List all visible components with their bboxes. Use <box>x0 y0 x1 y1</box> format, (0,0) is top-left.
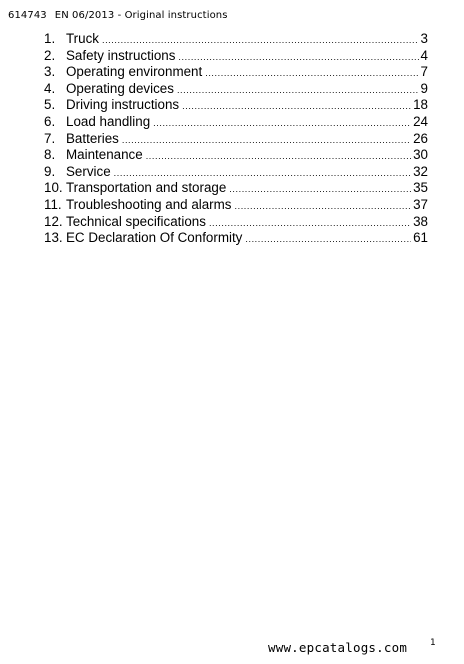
toc-leader <box>182 98 411 114</box>
toc-entry[interactable] <box>44 48 428 65</box>
toc-title: Maintenance <box>66 147 143 163</box>
toc-entry[interactable] <box>44 97 428 114</box>
toc-title: Truck <box>66 31 99 46</box>
toc-title: Operating environment <box>66 64 203 80</box>
toc-page: 18 <box>413 97 428 113</box>
toc-leader <box>114 165 411 181</box>
toc-leader <box>209 215 411 231</box>
toc-entry[interactable] <box>44 230 428 247</box>
toc-number: 3. <box>44 64 56 80</box>
toc-leader <box>122 132 411 148</box>
toc-page: 37 <box>413 196 428 212</box>
toc-title: Troubleshooting and alarms <box>66 196 232 212</box>
document-header <box>8 10 228 21</box>
toc-entry[interactable] <box>44 114 428 131</box>
toc-leader <box>235 198 412 214</box>
toc-number: 9. <box>44 163 56 179</box>
toc-title: Load handling <box>66 113 151 129</box>
toc-entry[interactable] <box>44 164 428 181</box>
toc-number: 1. <box>44 31 56 46</box>
toc-page: 32 <box>413 163 428 179</box>
toc-number: 11. <box>44 196 62 212</box>
toc-title: Transportation and storage <box>66 180 227 196</box>
toc-title: EC Declaration Of Conformity <box>66 230 243 246</box>
toc-number: 4. <box>44 80 56 96</box>
toc-page: 24 <box>413 113 428 129</box>
toc-leader <box>146 148 411 164</box>
toc-page: 30 <box>413 147 428 163</box>
toc-leader <box>102 32 419 48</box>
toc-entry[interactable] <box>44 214 428 231</box>
watermark-url: www.epcatalogs.com <box>268 640 408 655</box>
toc-entry[interactable] <box>44 131 428 148</box>
toc-number: 12. <box>44 213 63 229</box>
toc-page: 35 <box>413 180 428 196</box>
toc-page: 3 <box>420 31 428 46</box>
toc-entry[interactable] <box>44 180 428 197</box>
toc-title: Technical specifications <box>66 213 206 229</box>
document-number: 614743 <box>8 10 47 21</box>
toc-leader <box>153 115 411 131</box>
toc-entry[interactable] <box>44 64 428 81</box>
toc-title: Batteries <box>66 130 119 146</box>
toc-title: Service <box>66 163 111 179</box>
toc-leader <box>178 49 418 65</box>
toc-page: 9 <box>420 80 428 96</box>
toc-entry[interactable] <box>44 31 428 48</box>
page-number: 1 <box>430 638 436 648</box>
toc-number: 10. <box>44 180 63 196</box>
toc-number: 5. <box>44 97 56 113</box>
toc-leader <box>205 65 418 81</box>
toc-number: 2. <box>44 47 56 63</box>
toc-page: 61 <box>413 230 428 246</box>
toc-page: 7 <box>420 64 428 80</box>
toc-leader <box>177 82 419 98</box>
edition-label: EN 06/2013 - Original instructions <box>54 10 228 21</box>
toc-page: 26 <box>413 130 428 146</box>
toc-entry[interactable] <box>44 147 428 164</box>
toc-title: Safety instructions <box>66 47 176 63</box>
toc-entry[interactable] <box>44 81 428 98</box>
toc-title: Operating devices <box>66 80 174 96</box>
toc-entry[interactable] <box>44 197 428 214</box>
toc-number: 8. <box>44 147 56 163</box>
toc-title: Driving instructions <box>66 97 180 113</box>
toc-page: 38 <box>413 213 428 229</box>
toc-number: 13. <box>44 230 63 246</box>
toc-leader <box>229 181 411 197</box>
toc-leader <box>245 231 411 247</box>
toc-number: 6. <box>44 113 56 129</box>
toc-number: 7. <box>44 130 56 146</box>
table-of-contents <box>44 31 428 247</box>
toc-page: 4 <box>420 47 428 63</box>
